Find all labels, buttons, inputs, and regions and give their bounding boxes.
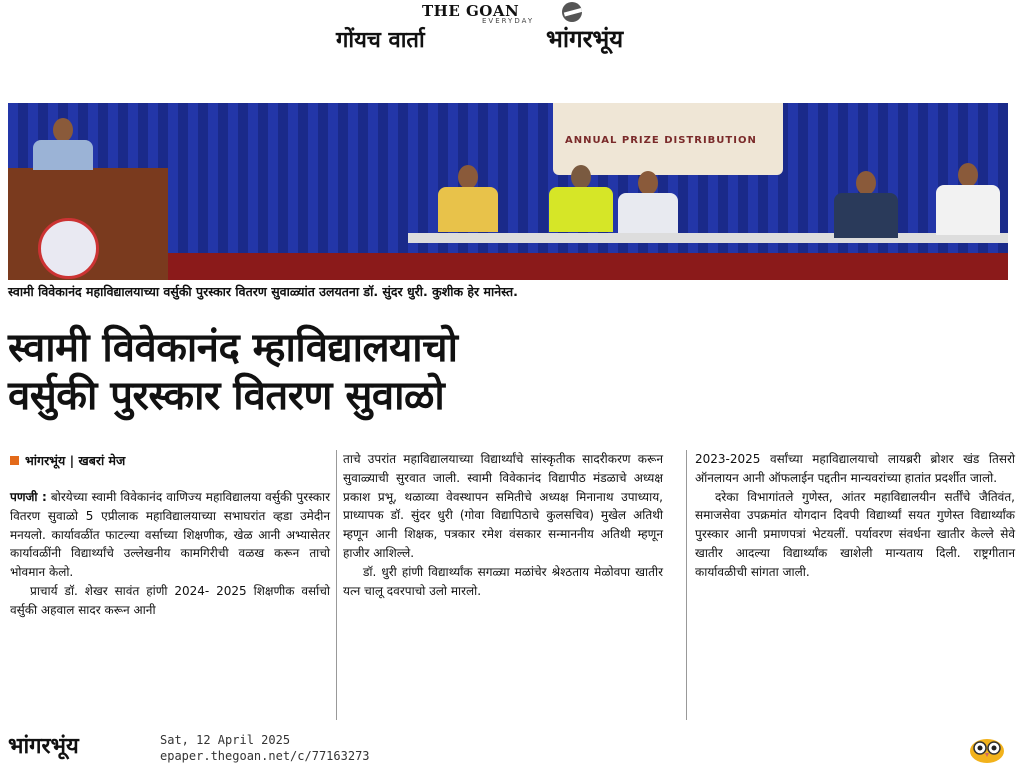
paragraph-text: बोरयेच्या स्वामी विवेकानंद वाणिज्य महाविद्यालया वर्सुकी पुरस्कार वितरण सुवाळो 5 एप्रीलाक महाविद्यालयाच्या सभाघरांत व्हडा उमेदीन मनयलो. कार्यावळींत फाटल्या वर्साच्या शिक्षणीक, खेळ आनी अभ्यासेतर कार्यावळींनी विद्यार्थ्यांचे उल्लेखनीय कामगिरीची वळख करून ताचो भोवमान केलो. [10,490,330,580]
byline [10,452,125,469]
article-column-1 [10,488,330,620]
headline [8,324,1008,420]
epaper-url[interactable]: epaper.thegoan.net/c/77163273 [160,749,370,763]
paragraph: ताचे उपरांत महाविद्यालयाच्या विद्यार्थ्यांचे सांस्कृतीक सादरीकरण करून सुवाळ्याची सुरवात जाली. स्वामी विवेकानंद विद्यापीठ मंडळाचे अध्यक्ष प्रकाश प्रभू, थळाव्या वेवस्थापन समितीचे अध्यक्ष मिनानाथ उपाध्याय, प्राध्यापक डॉ. सुंदर धुरी (गोवा विद्यापिठाचे कुलसचिव) मुखेल अतिथी म्हणून आनी शिक्षक, पत्रकार रमेश वंसकार सन्माननीय अतिथी म्हणून हाजीर आशिल्ले. [343,452,663,560]
column-divider [336,450,337,720]
paragraph: दरेका विभागांतले गुणेस्त, आंतर महाविद्यालयीन सर्तींचे जैतिवंत, समाजसेवा उपक्रमांत योगदान दिवपी विद्यार्थ्यां सयत गुणेस्त विद्यार्थ्यांक पुरस्कार आनी प्रमाणपत्रां भेटयलीं. पर्यावरण संवर्धना खातीर केल्ले सेवे खातीर आदल्या विद्यार्थ्यांक खाशेली मान्यताय दिली. राष्ट्रगीतान कार्यावळीची सांगता जाली. [695,489,1015,579]
event-photo [8,103,1008,280]
the-goan-subtitle: EVERYDAY [482,17,535,25]
the-goan-title: THE GOAN [422,2,520,20]
column-divider [686,450,687,720]
gomantak-varta-logo: गोंयच वार्ता [336,28,425,53]
edition-date: Sat, 12 April 2025 [160,733,291,747]
headline-line-1: स्वामी विवेकानंद म्हाविद्यालयाचो [8,325,458,371]
byline-text: भांगरभूंय | खबरां मेज [25,453,126,468]
article-column-2 [343,450,663,600]
paragraph: प्राचार्य डॉ. शेखर सावंत हांणी 2024- 2025 शिक्षणीक वर्साचो वर्सुकी अहवाल सादर करून आनी [10,583,330,617]
banner-text: ANNUAL PRIZE DISTRIBUTION [565,135,757,146]
masthead [330,0,690,58]
article-column-3 [695,450,1015,582]
headline-line-2: वर्सुकी पुरस्कार वितरण सुवाळो [8,373,445,419]
paragraph [10,488,330,582]
paragraph: 2023-2025 वर्सांच्या महाविद्यालयाचो लायब्ररी ब्रोशर खंड तिसरो ऑनलायन आनी ऑफलाईन पद्दतीन मान्यवरांच्या हातांत प्रदर्शीत जालो. [695,452,1015,485]
bhangarbhuin-logo: भांगरभूंय [546,25,624,53]
byline-square-icon [10,456,19,465]
college-emblem-icon [38,218,99,279]
footer-logo: भांगरभूंय [8,734,79,759]
dais-table [408,233,1008,243]
event-banner [553,103,783,175]
dateline: पणजी : [10,490,47,504]
paragraph: डॉ. धुरी हांणी विद्यार्थ्यांक सगळ्या मळांचेर श्रेश्ठताय मेळोवपा खातीर यत्न चालू दवरपाचो उलो मारलो. [343,564,663,598]
the-goan-logo-icon [562,2,582,22]
photo-caption: स्वामी विवेकानंद महाविद्यालयाच्या वर्सुकी पुरस्कार वितरण सुवाळ्यांत उलयतना डॉ. सुंदर धुरी. कुशीक हेर मानेस्त. [8,284,518,299]
owl-mascot-icon [968,734,1006,764]
